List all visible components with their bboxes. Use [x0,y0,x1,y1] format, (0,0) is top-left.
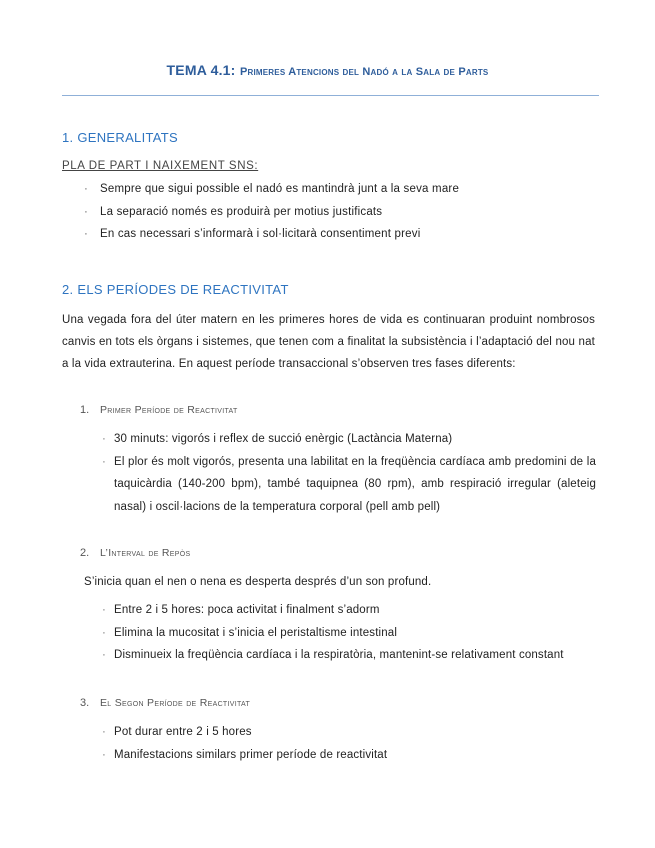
bullet-glyph: · [102,604,106,616]
section-intro-paragraph: Una vegada fora del úter matern en les primeres hores de vida es continuaran produint nombrosos canvis en tots els òrgans i sistemes, que tenen com a finalitat la subsistència i l’adaptació del nou nat a la vida extrauterina. En aquest període transaccional s’observen tres fases diferents: [62,314,595,371]
phase-heading-2: 2. L’Interval de Repòs [80,547,191,559]
subheading-pla-de-part: PLA DE PART I NAIXEMENT SNS: [62,160,259,172]
list-item: · Sempre que sigui possible el nadó es mantindrà junt a la seva mare [84,183,460,195]
phase-3-list [102,721,596,766]
bullet-glyph: · [84,228,89,240]
title-text: Primeres Atencions del Nadó a la Sala de Parts [239,66,489,78]
bullet-glyph: · [102,748,106,761]
title-prefix: TEMA 4.1: [166,62,236,78]
phase-2-intro: S’inicia quan el nen o nena es desperta després d’un son profund. [84,576,432,588]
phase-heading-3: 3. El Segon Període de Reactivitat [80,697,251,709]
phase-2-list [102,599,596,667]
bullet-glyph: · [84,183,89,195]
list-item: · Manifestacions similars primer període de reactivitat [102,744,596,767]
section-heading-periodes: 2. ELS PERÍODES DE REACTIVITAT [62,282,289,297]
bullet-glyph: · [102,649,106,661]
phase-1-list [102,428,596,518]
list-item: · La separació només es produirà per motius justificats [84,205,383,218]
list-item: · Pot durar entre 2 i 5 hores [102,721,596,744]
phase-heading-1: 1. Primer Període de Reactivitat [80,404,238,416]
list-item: · En cas necessari s’informarà i sol·licitarà consentiment previ [84,228,421,240]
bullet-glyph: · [102,455,106,468]
list-item: · 30 minuts: vigorós i reflex de succió enèrgic (Lactància Materna) [102,428,596,451]
bullet-glyph: · [102,433,106,445]
section-heading-generalitats: 1. GENERALITATS [62,130,178,145]
page-title [0,62,655,80]
bullet-glyph: · [84,205,89,218]
bullet-glyph: · [102,726,106,738]
generalitats-list [84,182,459,250]
list-item: · Elimina la mucositat i s’inicia el peristaltisme intestinal [102,622,596,645]
list-item: · El plor és molt vigorós, presenta una labilitat en la freqüència cardíaca amb predomini de la taquicàrdia (140-200 bpm), també taquipnea (80 rpm), amb respiració irregular (aleteig nasal) i oscil·lacions de la temperatura corporal (pell amb pell) [102,451,596,519]
bullet-glyph: · [102,626,106,639]
list-item: · Entre 2 i 5 hores: poca activitat i finalment s’adorm [102,599,596,622]
title-divider [62,95,599,96]
list-item: · Disminueix la freqüència cardíaca i la respiratòria, mantenint-se relativament constant [102,644,596,667]
